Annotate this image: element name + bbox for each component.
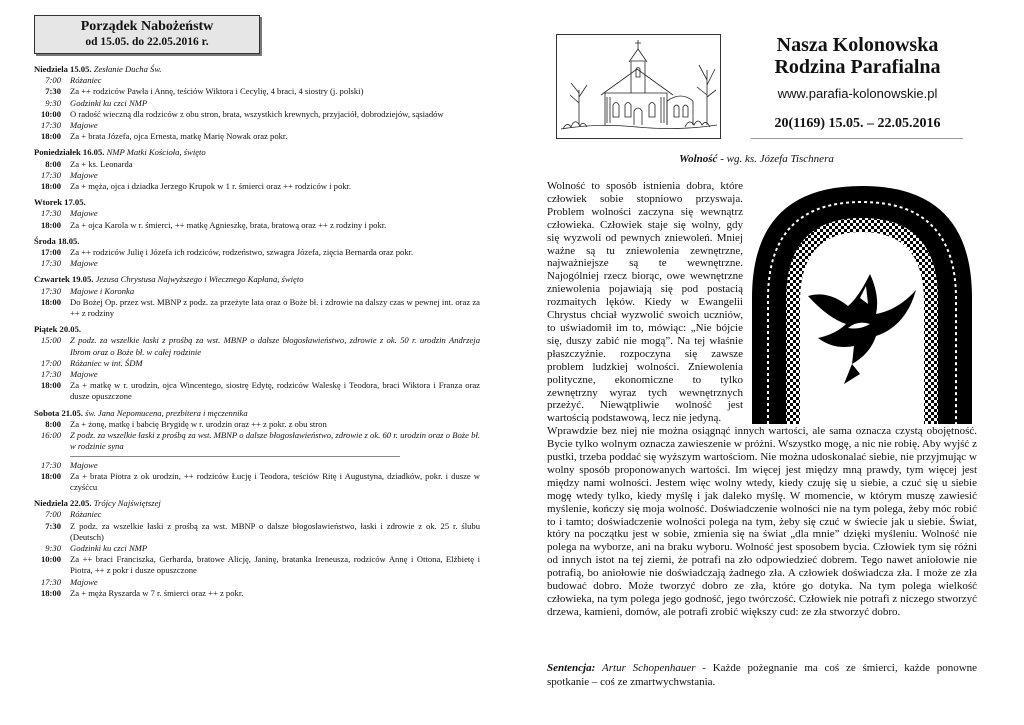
- mass-intention: Za + brata Piotra z ok urodzin, ++ rodziców Łucję i Teodora, teściów Ritę i Augustyna, dziadków, pokr. i dusze w czyśćcu: [70, 470, 480, 492]
- mass-time: 9:30: [45, 97, 61, 108]
- issue-number: 20(1169) 15.05. – 22.05.2016: [774, 116, 941, 131]
- mass-intention: Z podz. za wszelkie łaski z prośbą za wst. MBNP o dalsze błogosławieństwo, zdrowie z ok. 50 r. urodzin Andrzeja Ibrom oraz o Boże bł. w całej rodzinie: [70, 335, 480, 357]
- mass-time: 17:30: [40, 576, 61, 587]
- mass-entry: [34, 369, 480, 380]
- masthead-divider: [751, 138, 963, 139]
- mass-entry: [34, 509, 480, 520]
- mass-intention: Majowe: [70, 459, 98, 470]
- mass-intention: Do Bożej Op. przez wst. MBNP z podz. za przeżyte lata oraz o Boże bł. i zdrowie na dalszy czas w pewnej int. oraz za ++ z rodziny: [70, 296, 480, 319]
- day-date: Wtorek 17.05.: [34, 197, 86, 208]
- mass-intention: O radość wieczną dla rodziców z obu stron, brata, wszystkich krewnych, przyjaciół, dobrodziejów, sąsiadów: [70, 108, 444, 119]
- mass-intention: Majowe: [70, 120, 98, 131]
- mass-entry: [34, 460, 480, 471]
- mass-entry: [34, 220, 480, 231]
- mass-time: 7:00: [45, 75, 61, 86]
- mass-time: 8:00: [45, 158, 61, 169]
- mass-intention: Godzinki ku czci NMP: [70, 97, 148, 108]
- schedule-header: [34, 15, 260, 54]
- mass-intention: Za + ojca Karola w r. śmierci, ++ matkę Agnieszkę, brata, bratową oraz ++ z rodziny i pokr.: [70, 219, 387, 230]
- mass-entry: [34, 380, 480, 402]
- schedule-day: [34, 236, 480, 270]
- mass-intention: Majowe: [70, 258, 98, 269]
- mass-time: 18:00: [40, 470, 61, 481]
- mass-time: 15:00: [40, 335, 61, 346]
- day-date: Poniedziałek 16.05.: [34, 147, 105, 158]
- schedule-day: [34, 64, 480, 142]
- day-title: [34, 274, 480, 285]
- mass-time: 17:30: [40, 459, 61, 470]
- mass-intention: Różaniec: [70, 509, 102, 520]
- day-feast: Jezusa Chrystusa Najwyższego i Wiecznego Kapłana, święto: [95, 274, 304, 285]
- mass-entry: [34, 109, 480, 120]
- mass-time: 18:00: [40, 587, 61, 598]
- mass-entry: [34, 358, 480, 369]
- day-date: Niedziela 22.05.: [34, 498, 92, 509]
- mass-time: 18:00: [40, 296, 61, 307]
- mass-time: 17:00: [40, 357, 61, 368]
- mass-intention: Różaniec w int. ŚDM: [70, 357, 143, 368]
- mass-time: 16:00: [40, 430, 61, 441]
- masthead: [736, 34, 979, 132]
- day-date: Piątek 20.05.: [34, 324, 82, 335]
- mass-intention: Za + brata Józefa, ojca Ernesta, matkę Marię Nowak oraz pokr.: [70, 131, 288, 142]
- mass-intention: Majowe: [70, 208, 98, 219]
- mass-time: 18:00: [40, 219, 61, 230]
- mass-intention: Za ++ rodziców Pawła i Annę, teściów Wiktora i Cecylię, 4 braci, 4 siostry (j. polski): [70, 86, 364, 97]
- mass-entry: [34, 430, 480, 452]
- day-date: Czwartek 19.05.: [34, 274, 94, 285]
- mass-time: 17:30: [40, 208, 61, 219]
- schedule-day: [34, 408, 480, 493]
- mass-time: 17:00: [40, 247, 61, 258]
- article-byline: - wg. ks. Józefa Tischnera: [720, 153, 834, 165]
- schedule-day: [34, 147, 480, 192]
- mass-time: 18:00: [40, 380, 61, 391]
- day-title: [34, 64, 480, 75]
- schedule-day: [34, 324, 480, 402]
- day-date: Sobota 21.05.: [34, 407, 83, 418]
- mass-intention: Majowe: [70, 369, 98, 380]
- sentence-text: - Każde pożegnanie ma coś ze śmierci, każde ponowne spotkanie – coś ze zmartwychwstania.: [547, 662, 978, 688]
- mass-entry: [34, 208, 480, 219]
- mass-entry: [34, 75, 480, 86]
- mass-intention: Różaniec: [70, 75, 102, 86]
- schedule-list: [34, 64, 480, 599]
- mass-entry: [34, 335, 480, 357]
- mass-time: 17:30: [40, 258, 61, 269]
- mass-entry: [34, 419, 480, 430]
- day-date: Niedziela 15.05.: [34, 64, 92, 74]
- sentence-author: Artur Schopenhauer: [602, 662, 696, 674]
- mass-time: 17:30: [40, 120, 61, 131]
- mass-time: 17:30: [40, 285, 61, 296]
- mass-entry: [34, 159, 480, 170]
- mass-entry: [34, 471, 480, 493]
- mass-time: 18:00: [40, 131, 61, 142]
- schedule-day: [34, 498, 480, 599]
- mass-entry: [34, 86, 480, 97]
- mass-time: 9:30: [45, 542, 61, 553]
- article-paragraph-wide: Wprawdzie bez niej nie można osiągnąć innych wartości, ale sama oznacza czystą obojętność. Bycie tylko wolnym oznacza zawieszenie w próżni. Wszystko mogę, a nic nie robię. Aby wyjść z pustki, trzeba poddać się wyższym wartościom. Nie można udoskonalać siebie, nie przyjmując w wolny sposób proponowanych wartości. Im więcej jest między mną prawdy, tym więcej jest między nami wolności. Jestem więc wolny wtedy, kiedy czuję się u siebie, a czuć się u siebie mogę wtedy tylko, kiedy myślę i jak daleko myślę. W momencie, w którym muszę zawiesić myślenie, kończy się moja wolność. Doświadczenie wolności nie na tym polega, żeby móc robić to i tamto; doświadczenie wolności polega na tym, żeby się czuć w świecie jak u siebie. Świat, który na początku jest w sobie, zmienia się na świat „dla mnie” dzięki myśleniu. Wolność nie polega na wyborze, ani na braku wyboru. Wolność jest sposobem bycia. Człowiek tym się różni od innych istot na tej ziemi, że potrafi na zło odpowiedzieć dobrem. Tego nawet aniołowie nie potrafią, bo aniołowie nie doświadczają żadnego zła. A człowiek doświadcza zła. I może ze zła budować dobro. Może tworzyć dobro ze zła, które go dotyka. Na tym polega wielkość człowieka, na tym polega jego godność, jego twórczość. Człowiek nie potrafi z niczego stworzyć drzewa, kamieni, domów, ale potrafi zrobić większy cud: ze zła stworzyć dobro.: [547, 425, 977, 618]
- mass-intention: Godzinki ku czci NMP: [70, 542, 148, 553]
- day-feast: św. Jana Nepomucena, prezbitera i męczennika: [85, 407, 248, 418]
- mass-entry: [34, 258, 480, 269]
- day-title: [34, 147, 480, 158]
- article-body: [547, 180, 977, 619]
- schedule-title: Porządek Nabożeństw: [80, 19, 214, 34]
- masthead-title-line2: Rodzina Parafialna: [774, 56, 941, 78]
- mass-entry: [34, 98, 480, 109]
- mass-intention: Za + matkę w r. urodzin, ojca Wincentego, siostrę Edytę, rodziców Waleskę i Teodora, braci Wiktora i Franza oraz dusze opuszczone: [70, 380, 480, 402]
- mass-time: 18:00: [40, 181, 61, 192]
- day-feast: NMP Matki Kościoła, święto: [106, 147, 206, 158]
- schedule-separator: [70, 456, 400, 457]
- mass-entry: [34, 297, 480, 319]
- mass-entry: [34, 543, 480, 554]
- mass-time: 17:30: [40, 369, 61, 380]
- sentence-label: Sentencja:: [547, 662, 596, 674]
- article-heading: [540, 153, 973, 165]
- mass-time: 17:30: [40, 169, 61, 180]
- article-paragraph-narrow: Wolność to sposób istnienia dobra, które człowiek sobie stopniowo przyswaja. Problem wolności zaczyna się wewnątrz człowieka. Człowiek staje się wolny, gdy się wyzwoli od pewnych zniewoleń. Mniej ważne są tu zniewolenia zewnętrzne, najważniejsze są te wewnętrzne. Najogólniej rzecz biorąc, owe wewnętrzne zniewolenia pojawiają się pod postacią rozmaitych lęków. Kiedy w Ewangelii Chrystus chciał wyzwolić swoich uczniów, to uświadomił im to, mówiąc: „Nie bójcie się, duszy zabić nie mogą”. Na tej właśnie płaszczyźnie. rozpoczyna się zawsze problem ludzkiej wolności. Zniewolenia polityczne, ekonomiczne to tylko zewnętrzny wyraz tych wewnętrznych przeżyć. Niewątpliwie wolność jest wartością podstawową, lecz nie jedyną.: [547, 180, 743, 425]
- mass-time: 7:30: [45, 86, 61, 97]
- church-icon: [557, 35, 720, 138]
- church-illustration: [556, 34, 721, 139]
- mass-intention: Za ++ rodziców Julię i Józefa ich rodziców, rodzeństwo, szwagra Józefa, zięcia Bernarda oraz pokr.: [70, 247, 414, 258]
- mass-intention: Majowe: [70, 169, 98, 180]
- mass-time: 7:00: [45, 509, 61, 520]
- mass-intention: Z podz. za wszelkie łaski z prośbą za wst. MBNP o dalsze błogosławieństwo, łaski i zdrowie z ok. 25 r. ślubu (Deutsch): [70, 520, 480, 542]
- mass-entry: [34, 120, 480, 131]
- mass-time: 7:30: [45, 520, 61, 531]
- mass-time: 8:00: [45, 418, 61, 429]
- day-title: [34, 324, 480, 335]
- mass-entry: [34, 170, 480, 181]
- mass-entry: [34, 247, 480, 258]
- day-date: Środa 18.05.: [34, 235, 80, 246]
- sentence-quote: [547, 662, 977, 689]
- mass-time: 10:00: [40, 554, 61, 565]
- mass-intention: Z podz. za wszelkie łaski z prośbą za wst. MBNP o dalsze błogosławieństwo, zdrowie z ok. 60 r. urodzin oraz o Boże bł. w rodzinie syna: [70, 430, 480, 452]
- day-title: [34, 408, 480, 419]
- article-title: Wolność: [679, 153, 718, 165]
- mass-entry: [34, 286, 480, 297]
- day-title: [34, 197, 480, 208]
- mass-intention: Za + męża, ojca i dziadka Jerzego Krupok w 1 r. śmierci oraz ++ rodziców i pokr.: [70, 181, 352, 192]
- mass-intention: Za + ks. Leonarda: [70, 158, 133, 169]
- mass-intention: Za + żonę, matkę i babcię Brygidę w r. urodzin oraz ++ z pokr. z obu stron: [70, 418, 327, 429]
- mass-entry: [34, 181, 480, 192]
- schedule-day: [34, 274, 480, 319]
- day-feast: Trójcy Najświętszej: [93, 498, 161, 509]
- schedule-column: [34, 15, 480, 599]
- mass-time: 10:00: [40, 108, 61, 119]
- day-title: [34, 498, 480, 509]
- schedule-dates: od 15.05. do 22.05.2016 r.: [85, 36, 209, 48]
- mass-entry: [34, 577, 480, 588]
- mass-entry: [34, 554, 480, 576]
- mass-intention: Majowe: [70, 576, 98, 587]
- mass-entry: [34, 131, 480, 142]
- mass-intention: Za ++ braci Franciszka, Gerharda, bratowe Alicję, Janinę, bratanka Ireneusza, rodziców Annę i Ottona, Elżbietę i Piotra, ++ z pokr i dusze opuszczone: [70, 554, 480, 576]
- mass-intention: Za + męża Ryszarda w 7 r. śmierci oraz ++ z pokr.: [70, 587, 244, 598]
- day-title: [34, 236, 480, 247]
- mass-entry: [34, 588, 480, 599]
- mass-intention: Majowe i Koronka: [70, 285, 135, 296]
- day-feast: Zesłanie Ducha Św.: [93, 64, 162, 74]
- schedule-day: [34, 197, 480, 231]
- masthead-title-line1: Nasza Kolonowska: [776, 34, 939, 56]
- mass-entry: [34, 521, 480, 543]
- parish-url[interactable]: www.parafia-kolonowskie.pl: [777, 86, 938, 101]
